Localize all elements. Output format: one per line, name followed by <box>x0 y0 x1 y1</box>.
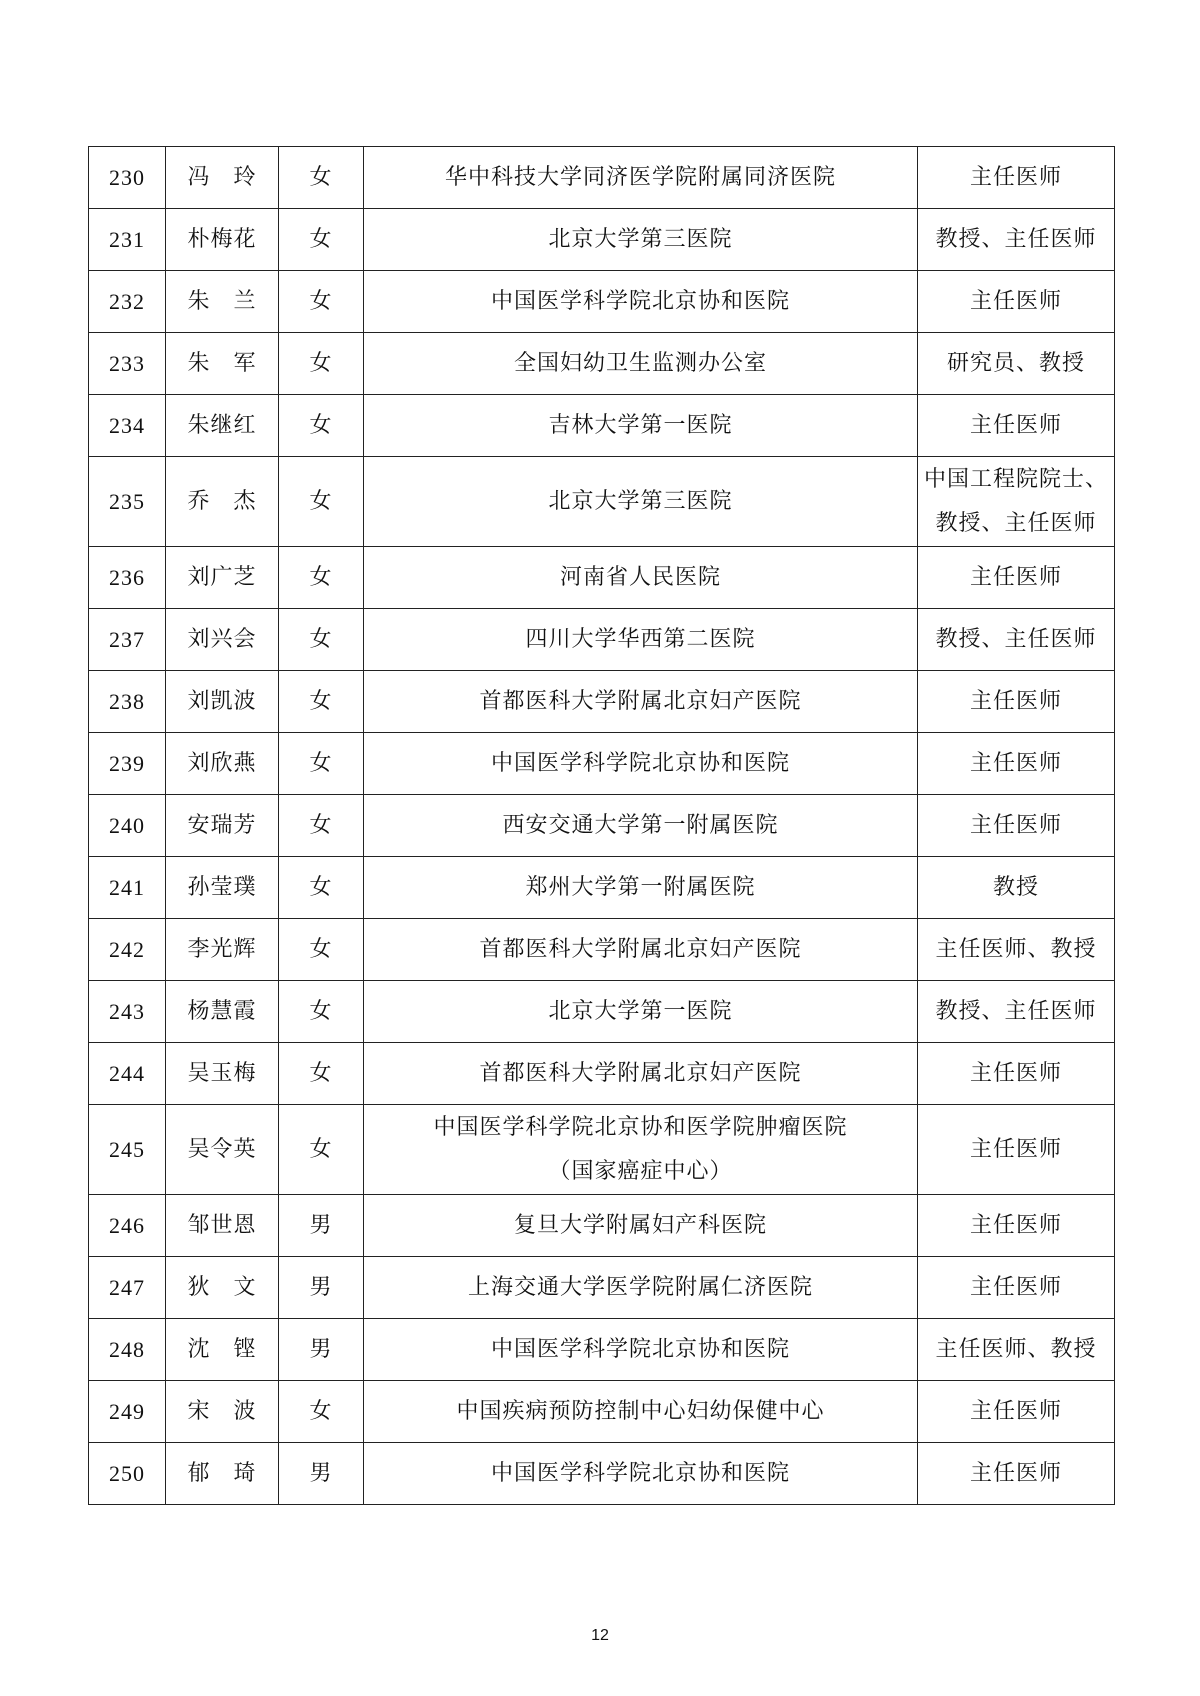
institution-line: 北京大学第一医院 <box>548 998 733 1024</box>
institution-line: 中国医学科学院北京协和医院 <box>490 750 790 776</box>
row-number-cell: 231 <box>89 209 166 271</box>
title-line: 主任医师、教授 <box>935 936 1097 962</box>
gender-cell: 女 <box>279 395 364 457</box>
title-cell <box>918 733 1115 795</box>
row-number-cell: 244 <box>89 1043 166 1105</box>
title-cell <box>918 209 1115 271</box>
institution-cell <box>364 147 918 209</box>
name-cell: 乔 杰 <box>166 457 279 547</box>
title-line: 中国工程院院士、 <box>923 466 1108 492</box>
gender-cell: 女 <box>279 981 364 1043</box>
institution-cell <box>364 919 918 981</box>
row-number-cell: 239 <box>89 733 166 795</box>
institution-line: 河南省人民医院 <box>559 564 721 590</box>
row-number-cell: 237 <box>89 609 166 671</box>
row-number-cell: 248 <box>89 1319 166 1381</box>
table-row <box>89 1257 1115 1319</box>
title-cell <box>918 395 1115 457</box>
title-cell <box>918 333 1115 395</box>
institution-cell <box>364 1319 918 1381</box>
institution-line: （国家癌症中心） <box>548 1158 733 1184</box>
title-line: 主任医师 <box>969 688 1062 714</box>
institution-cell <box>364 1195 918 1257</box>
gender-cell: 女 <box>279 1381 364 1443</box>
table-row <box>89 1043 1115 1105</box>
table-row <box>89 333 1115 395</box>
institution-cell <box>364 981 918 1043</box>
gender-cell: 女 <box>279 209 364 271</box>
title-cell <box>918 795 1115 857</box>
title-line: 教授、主任医师 <box>935 998 1097 1024</box>
gender-cell: 女 <box>279 609 364 671</box>
institution-line: 全国妇幼卫生监测办公室 <box>513 350 767 376</box>
institution-line: 中国医学科学院北京协和医院 <box>490 1460 790 1486</box>
name-cell: 郁 琦 <box>166 1443 279 1505</box>
institution-cell <box>364 1105 918 1195</box>
institution-cell <box>364 395 918 457</box>
institution-line: 四川大学华西第二医院 <box>525 626 756 652</box>
gender-cell: 女 <box>279 1105 364 1195</box>
institution-cell <box>364 333 918 395</box>
table-row <box>89 1319 1115 1381</box>
title-line: 主任医师 <box>969 412 1062 438</box>
institution-line: 中国医学科学院北京协和医院 <box>490 288 790 314</box>
table-row <box>89 271 1115 333</box>
title-line: 主任医师 <box>969 1212 1062 1238</box>
name-cell: 安瑞芳 <box>166 795 279 857</box>
row-number-cell: 230 <box>89 147 166 209</box>
title-line: 主任医师、教授 <box>935 1336 1097 1362</box>
institution-line: 首都医科大学附属北京妇产医院 <box>479 936 802 962</box>
institution-line: 吉林大学第一医院 <box>548 412 733 438</box>
gender-cell: 女 <box>279 147 364 209</box>
institution-line: 北京大学第三医院 <box>548 226 733 252</box>
row-number-cell: 250 <box>89 1443 166 1505</box>
title-line: 主任医师 <box>969 164 1062 190</box>
table-row <box>89 1105 1115 1195</box>
title-cell <box>918 547 1115 609</box>
title-line: 研究员、教授 <box>946 350 1085 376</box>
title-cell <box>918 1257 1115 1319</box>
table-row <box>89 1443 1115 1505</box>
title-cell <box>918 1319 1115 1381</box>
name-cell: 邹世恩 <box>166 1195 279 1257</box>
table-row <box>89 1381 1115 1443</box>
row-number-cell: 236 <box>89 547 166 609</box>
institution-line: 复旦大学附属妇产科医院 <box>513 1212 767 1238</box>
table-row <box>89 857 1115 919</box>
institution-cell <box>364 457 918 547</box>
table-row <box>89 1195 1115 1257</box>
row-number-cell: 242 <box>89 919 166 981</box>
title-cell <box>918 457 1115 547</box>
table-row <box>89 547 1115 609</box>
title-cell <box>918 609 1115 671</box>
table-row <box>89 457 1115 547</box>
row-number-cell: 246 <box>89 1195 166 1257</box>
name-cell: 朱 军 <box>166 333 279 395</box>
table-row <box>89 919 1115 981</box>
name-cell: 刘兴会 <box>166 609 279 671</box>
title-line: 教授、主任医师 <box>935 510 1097 536</box>
row-number-cell: 249 <box>89 1381 166 1443</box>
page-number: 12 <box>591 1627 609 1644</box>
gender-cell: 女 <box>279 795 364 857</box>
gender-cell: 男 <box>279 1195 364 1257</box>
title-cell <box>918 147 1115 209</box>
title-line: 教授、主任医师 <box>935 626 1097 652</box>
institution-line: 西安交通大学第一附属医院 <box>502 812 779 838</box>
institution-line: 中国医学科学院北京协和医学院肿瘤医院 <box>433 1114 848 1140</box>
title-line: 主任医师 <box>969 564 1062 590</box>
roster-table-body <box>89 147 1115 1505</box>
title-line: 主任医师 <box>969 812 1062 838</box>
title-line: 主任医师 <box>969 1398 1062 1424</box>
institution-cell <box>364 1043 918 1105</box>
name-cell: 沈 铿 <box>166 1319 279 1381</box>
title-line: 教授、主任医师 <box>935 226 1097 252</box>
name-cell: 刘凯波 <box>166 671 279 733</box>
name-cell: 吴令英 <box>166 1105 279 1195</box>
title-cell <box>918 981 1115 1043</box>
row-number-cell: 234 <box>89 395 166 457</box>
table-row <box>89 671 1115 733</box>
table-row <box>89 609 1115 671</box>
title-line: 主任医师 <box>969 1136 1062 1162</box>
institution-line: 首都医科大学附属北京妇产医院 <box>479 1060 802 1086</box>
gender-cell: 女 <box>279 271 364 333</box>
institution-cell <box>364 1381 918 1443</box>
gender-cell: 女 <box>279 671 364 733</box>
institution-line: 中国疾病预防控制中心妇幼保健中心 <box>456 1398 825 1424</box>
institution-cell <box>364 547 918 609</box>
name-cell: 李光辉 <box>166 919 279 981</box>
name-cell: 朱 兰 <box>166 271 279 333</box>
name-cell: 杨慧霞 <box>166 981 279 1043</box>
institution-line: 郑州大学第一附属医院 <box>525 874 756 900</box>
gender-cell: 男 <box>279 1319 364 1381</box>
table-row <box>89 981 1115 1043</box>
institution-cell <box>364 795 918 857</box>
institution-cell <box>364 271 918 333</box>
name-cell: 刘欣燕 <box>166 733 279 795</box>
row-number-cell: 233 <box>89 333 166 395</box>
row-number-cell: 245 <box>89 1105 166 1195</box>
row-number-cell: 240 <box>89 795 166 857</box>
name-cell: 朱继红 <box>166 395 279 457</box>
table-row <box>89 795 1115 857</box>
name-cell: 朴梅花 <box>166 209 279 271</box>
institution-cell <box>364 609 918 671</box>
gender-cell: 女 <box>279 857 364 919</box>
name-cell: 冯 玲 <box>166 147 279 209</box>
title-line: 主任医师 <box>969 288 1062 314</box>
name-cell: 刘广芝 <box>166 547 279 609</box>
table-row <box>89 147 1115 209</box>
title-line: 主任医师 <box>969 1060 1062 1086</box>
gender-cell: 女 <box>279 733 364 795</box>
institution-line: 华中科技大学同济医学院附属同济医院 <box>444 164 836 190</box>
table-row <box>89 209 1115 271</box>
title-line: 主任医师 <box>969 1460 1062 1486</box>
title-cell <box>918 1043 1115 1105</box>
name-cell: 狄 文 <box>166 1257 279 1319</box>
institution-cell <box>364 733 918 795</box>
title-line: 教授 <box>992 874 1039 900</box>
gender-cell: 女 <box>279 919 364 981</box>
title-cell <box>918 919 1115 981</box>
gender-cell: 女 <box>279 457 364 547</box>
row-number-cell: 243 <box>89 981 166 1043</box>
row-number-cell: 247 <box>89 1257 166 1319</box>
gender-cell: 女 <box>279 333 364 395</box>
name-cell: 宋 波 <box>166 1381 279 1443</box>
institution-cell <box>364 1257 918 1319</box>
institution-line: 北京大学第三医院 <box>548 488 733 514</box>
gender-cell: 女 <box>279 547 364 609</box>
gender-cell: 男 <box>279 1443 364 1505</box>
title-line: 主任医师 <box>969 750 1062 776</box>
name-cell: 孙莹璞 <box>166 857 279 919</box>
institution-cell <box>364 1443 918 1505</box>
title-cell <box>918 1381 1115 1443</box>
gender-cell: 男 <box>279 1257 364 1319</box>
row-number-cell: 238 <box>89 671 166 733</box>
institution-line: 上海交通大学医学院附属仁济医院 <box>467 1274 813 1300</box>
row-number-cell: 235 <box>89 457 166 547</box>
institution-line: 中国医学科学院北京协和医院 <box>490 1336 790 1362</box>
row-number-cell: 241 <box>89 857 166 919</box>
institution-cell <box>364 857 918 919</box>
title-cell <box>918 1195 1115 1257</box>
title-line: 主任医师 <box>969 1274 1062 1300</box>
title-cell <box>918 671 1115 733</box>
title-cell <box>918 857 1115 919</box>
institution-cell <box>364 209 918 271</box>
institution-line: 首都医科大学附属北京妇产医院 <box>479 688 802 714</box>
gender-cell: 女 <box>279 1043 364 1105</box>
institution-cell <box>364 671 918 733</box>
title-cell <box>918 271 1115 333</box>
table-row <box>89 395 1115 457</box>
title-cell <box>918 1443 1115 1505</box>
roster-table <box>88 146 1115 1505</box>
name-cell: 吴玉梅 <box>166 1043 279 1105</box>
table-row <box>89 733 1115 795</box>
row-number-cell: 232 <box>89 271 166 333</box>
title-cell <box>918 1105 1115 1195</box>
